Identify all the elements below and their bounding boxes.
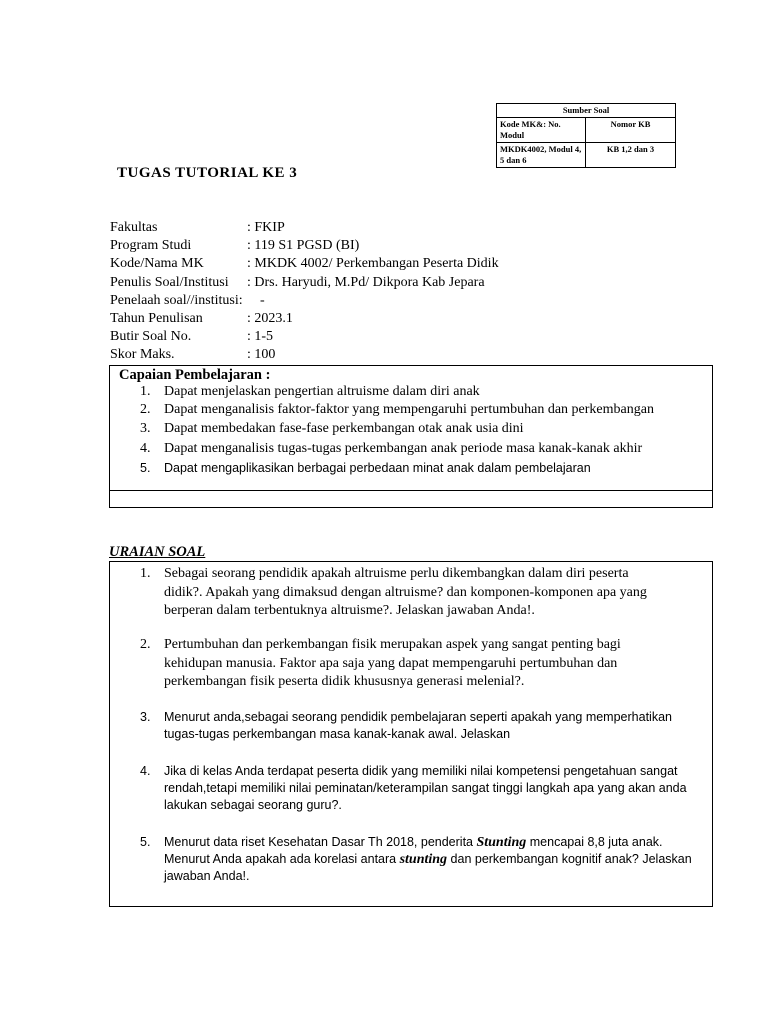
question-line: perkembangan fisik peserta didik khususnya generasi melenial?. [164,674,525,690]
capaian-text: Dapat menganalisis tugas-tugas perkembangan anak periode masa kanak-kanak akhir [164,441,643,456]
question-line: didik?. Apakah yang dimaksud dengan altruisme? dan komponen-komponen apa yang [164,584,647,600]
capaian-item [140,421,524,437]
info-value: : 119 S1 PGSD (BI) [247,238,360,254]
question-line [164,851,710,868]
capaian-item [140,402,654,418]
question-line: rendah,tetapi memiliki nilai peminatan/keterampilan sangat tinggi langkah apa yang akan anda [164,781,687,795]
info-value: : 1-5 [247,329,274,345]
question-text [164,709,710,743]
info-value: : FKIP [247,220,285,235]
info-value: - [260,292,265,308]
question-line: Jika di kelas Anda terdapat peserta didik yang memiliki nilai kompetensi pengetahuan sangat [164,764,678,778]
source-table-header: Sumber Soal [497,104,676,118]
page-title: TUGAS TUTORIAL KE 3 [117,165,298,181]
question-1 [140,565,710,625]
info-label: Skor Maks. [110,347,175,363]
question-line: berperan dalam terbentuknya altruisme?. Jelaskan jawaban Anda!. [164,603,535,619]
question-num: 4. [140,764,151,778]
capaian-divider [110,490,712,491]
question-line [164,834,710,851]
question-5 [140,834,710,888]
capaian-text: Dapat membedakan fase-fase perkembangan otak anak usia dini [164,421,524,436]
uraian-box [109,561,713,907]
source-col1-value: MKDK4002, Modul 4, 5 dan 6 [497,143,586,168]
question-line: lakukan sebagai seorang guru?. [164,798,342,812]
capaian-text: Dapat menganalisis faktor-faktor yang mempengaruhi pertumbuhan dan perkembangan [164,402,654,417]
info-label: Tahun Penulisan [110,310,203,326]
question-num: 3. [140,710,151,724]
info-value: : MKDK 4002/ Perkembangan Peserta Didik [247,256,499,272]
question-num: 1. [140,566,151,581]
stunting-emphasis: Stunting [476,835,527,850]
info-label: Penelaah soal//institusi: [110,292,243,308]
question-line: kehidupan manusia. Faktor apa saja yang dapat mempengaruhi pertumbuhan dan [164,655,618,671]
source-col1-head: Kode MK&: No. Modul [497,118,586,143]
info-value: : Drs. Haryudi, M.Pd/ Dikpora Kab Jepara [247,274,485,290]
question-line: Sebagai seorang pendidik apakah altruisme perlu dikembangkan dalam diri peserta [164,566,629,581]
info-label: Program Studi [110,238,192,254]
info-label: Butir Soal No. [110,329,192,345]
question-4 [140,763,710,817]
question-line: Pertumbuhan dan perkembangan fisik merupakan aspek yang sangat penting bagi [164,637,621,652]
uraian-title: URAIAN SOAL [109,544,206,560]
capaian-item [140,461,591,475]
capaian-num: 1. [140,384,151,399]
question-num: 2. [140,637,151,652]
question-text [164,763,710,814]
question-3 [140,709,710,745]
question-line: Menurut anda,sebagai seorang pendidik pembelajaran seperti apakah yang memperhatikan [164,710,672,724]
capaian-text: Dapat menjelaskan pengertian altruisme dalam diri anak [164,384,480,399]
source-table [496,103,676,168]
capaian-num: 5. [140,461,151,475]
info-label: Kode/Nama MK [110,256,204,272]
capaian-item [140,441,642,457]
question-text [164,636,710,692]
capaian-title: Capaian Pembelajaran : [119,367,271,383]
capaian-num: 3. [140,421,151,436]
question-segment: dan perkembangan kognitif anak? Jelaskan [447,852,692,866]
source-col2-head: Nomor KB [586,118,676,143]
question-line: jawaban Anda!. [164,869,250,883]
question-text [164,565,710,621]
capaian-num: 4. [140,441,151,456]
capaian-text: Dapat mengaplikasikan berbagai perbedaan minat anak dalam pembelajaran [164,461,591,475]
question-num: 5. [140,835,151,849]
question-segment: mencapai 8,8 juta anak. [526,835,663,849]
info-label: Fakultas [110,220,158,235]
question-line: tugas-tugas perkembangan masa kanak-kanak awal. Jelaskan [164,727,511,741]
question-2 [140,636,710,696]
capaian-item [140,384,480,400]
question-segment: Menurut Anda apakah ada korelasi antara [164,852,400,866]
info-value: : 2023.1 [247,310,293,326]
info-label: Penulis Soal/Institusi [110,274,229,290]
stunting-emphasis: stunting [399,852,448,867]
info-value: : 100 [247,347,276,363]
capaian-box [109,365,713,508]
question-segment: Menurut data riset Kesehatan Dasar Th 2018, penderita [164,835,477,849]
question-text [164,834,710,885]
capaian-num: 2. [140,402,151,417]
source-col2-value: KB 1,2 dan 3 [586,143,676,168]
